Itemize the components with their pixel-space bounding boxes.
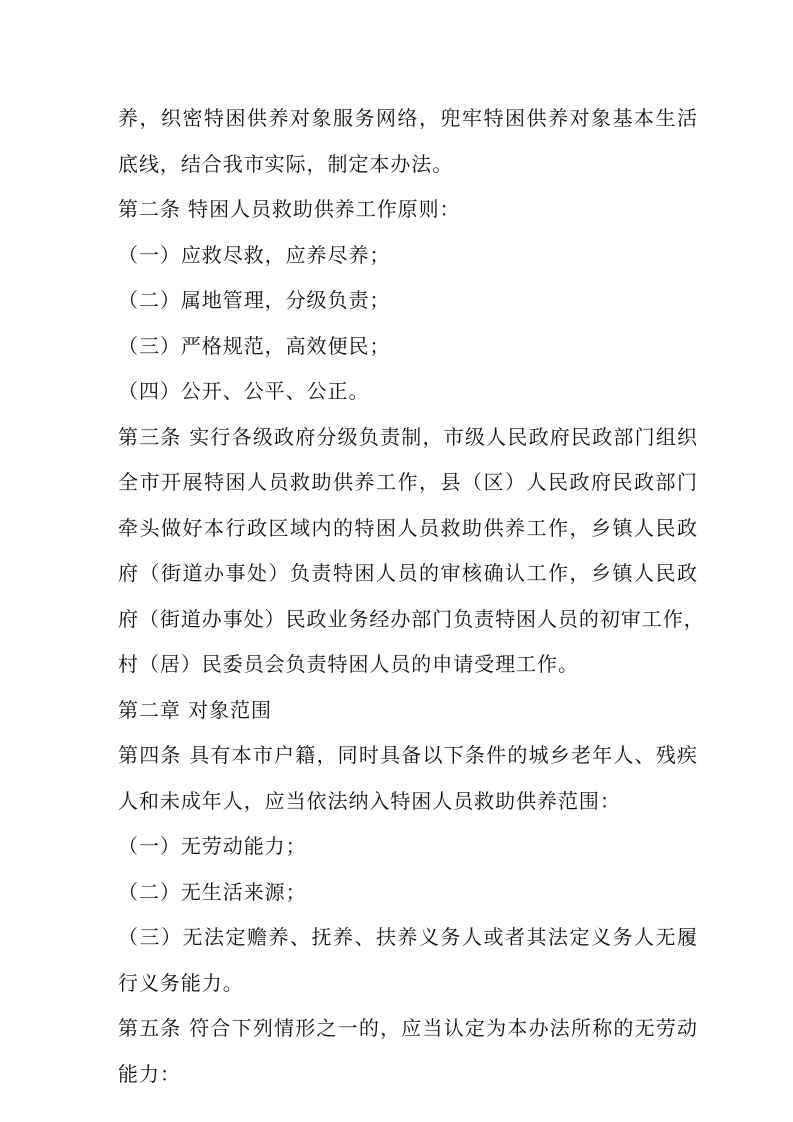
list-item-line: （二）属地管理，分级负责；: [118, 288, 391, 312]
document-body: [118, 96, 705, 1097]
paragraph-line: 牵头做好本行政区域内的特困人员救助供养工作，乡镇人民政: [118, 515, 698, 540]
article-heading-line: 第二条 特困人员救助供养工作原则：: [118, 197, 461, 221]
paragraph-line: 府（街道办事处）负责特困人员的审核确认工作，乡镇人民政: [118, 561, 698, 585]
paragraph-line: 养，织密特困供养对象服务网络，兜牢特困供养对象基本生活: [118, 106, 698, 130]
list-item-line: （二）无生活来源；: [118, 879, 307, 904]
paragraph-line: 府（街道办事处）民政业务经办部门负责特困人员的初审工作，: [118, 606, 705, 631]
list-item-line: （三）严格规范，高效便民；: [118, 333, 391, 358]
list-item-line: （一）应救尽救，应养尽养；: [118, 242, 391, 267]
list-item-line: （三）无法定赡养、抚养、扶养义务人或者其法定义务人无履: [118, 925, 698, 949]
list-item-line: （一）无劳动能力；: [118, 834, 307, 858]
article-heading-line: 第三条 实行各级政府分级负责制，市级人民政府民政部门组织: [118, 424, 698, 449]
paragraph-line: 能力：: [118, 1061, 181, 1086]
paragraph-line: 全市开展特困人员救助供养工作，县（区）人民政府民政部门: [118, 470, 698, 494]
list-item-line: （四）公开、公平、公正。: [118, 379, 370, 403]
paragraph-line: 行义务能力。: [118, 970, 244, 995]
chapter-heading-line: 第二章 对象范围: [118, 697, 272, 722]
paragraph-line: 底线，结合我市实际，制定本办法。: [118, 151, 454, 176]
article-heading-line: 第四条 具有本市户籍，同时具备以下条件的城乡老年人、残疾: [118, 743, 698, 767]
paragraph-line: 人和未成年人，应当依法纳入特困人员救助供养范围：: [118, 788, 621, 813]
article-heading-line: 第五条 符合下列情形之一的，应当认定为本办法所称的无劳动: [118, 1016, 698, 1040]
paragraph-line: 村（居）民委员会负责特困人员的申请受理工作。: [118, 652, 579, 676]
